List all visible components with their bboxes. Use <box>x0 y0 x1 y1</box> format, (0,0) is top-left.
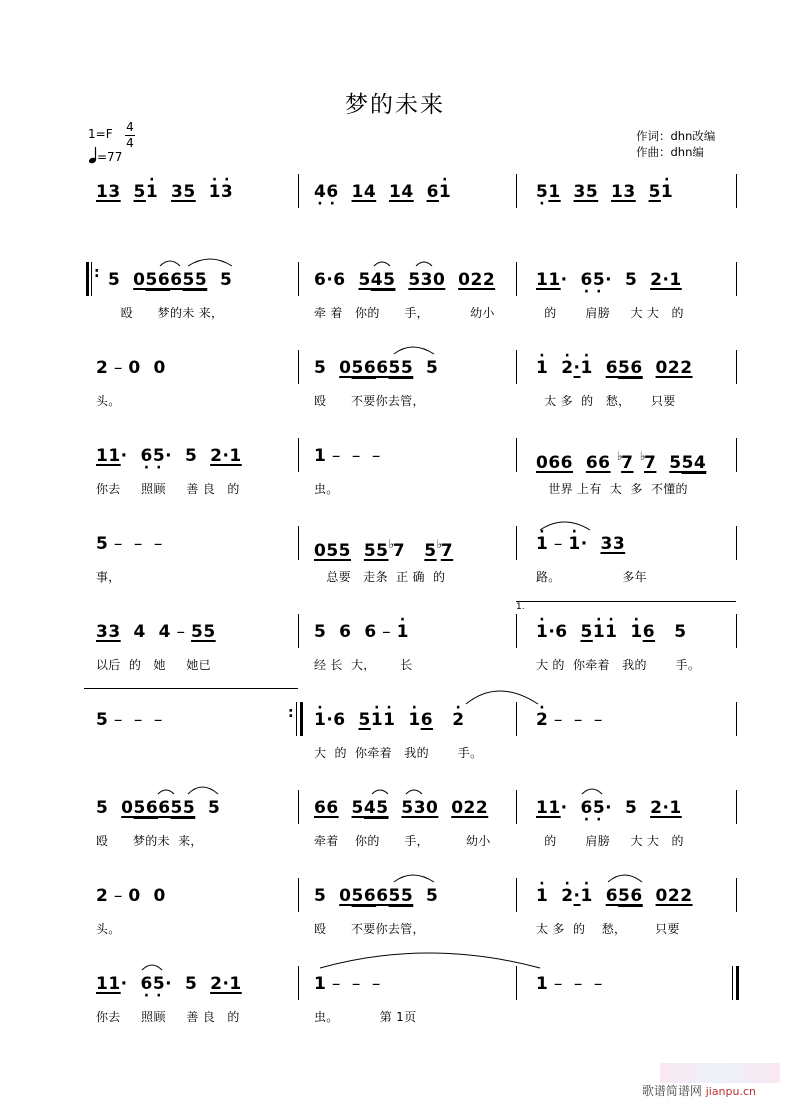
measure: 2 – 0 0 <box>96 358 166 378</box>
measure: 66 545 530 022 <box>314 798 489 818</box>
lyric-line: 虫。 第 1页 <box>314 1010 417 1024</box>
tempo-value: =77 <box>97 150 123 164</box>
system-8 <box>0 788 790 876</box>
system-9 <box>0 876 790 964</box>
watermark-logo <box>660 1063 780 1083</box>
lyric-line: 事， <box>96 570 121 584</box>
lyric-line: 的 肩膀 大 大 的 <box>536 834 684 848</box>
measure: · 1 · 2·· 1 656 022 <box>536 876 693 916</box>
measure: 1 – – – <box>536 974 603 994</box>
lyric-line: 太 多 的 愁， 只要 <box>536 922 680 936</box>
system-1 <box>0 172 790 260</box>
system-6 <box>0 602 790 700</box>
measure: 11· 6 ·5 ·· 5 2·1 <box>96 964 242 1004</box>
lyric-line: 你去 照顾 善 良 的 <box>96 482 240 496</box>
measure: · 1·6 5· 1· 1 · 16 5 <box>536 612 687 652</box>
measure: 11· 6 ·5 ·· 5 2·1 <box>96 436 242 476</box>
measure: 1 – – – <box>314 974 381 994</box>
lyric-line: 以后 的 她 她已 <box>96 658 211 672</box>
measure: · 2 – – – <box>536 700 608 740</box>
footer-site: jianpu.cn <box>705 1085 756 1098</box>
measure: · 1·6 5· 1· 1 · 16 · 2 <box>314 700 465 740</box>
measure: 1 – – – <box>314 446 381 466</box>
lyric-line: 路。 多年 <box>536 570 647 584</box>
system-4 <box>0 436 790 524</box>
measure: 11· 6 ·5 ·· 5 2·1 <box>536 260 682 300</box>
lyric-line: 大 的 你牵着 我的 手。 <box>314 746 483 760</box>
quarter-note-icon <box>88 146 97 164</box>
lyric-line: 的 肩膀 大 大 的 <box>536 306 684 320</box>
measure: 6·6 545 530 022 <box>314 270 496 290</box>
measure: 5 056655 5 <box>96 798 221 818</box>
footer-watermark <box>642 1082 756 1099</box>
lyric-line: 头。 <box>96 922 121 936</box>
measure: 13 5· 1 35 · 1· 3 <box>96 172 233 212</box>
measure: 4 ·6 · 14 14 6· 1 <box>314 172 451 212</box>
lyricist: 作词：dhn改编 <box>636 129 716 143</box>
lyric-line: 虫。 <box>314 482 339 496</box>
measure: 2 – 0 0 <box>96 886 166 906</box>
volta-bracket: 1. <box>516 601 736 612</box>
lyric-line: 你去 照顾 善 良 的 <box>96 1010 240 1024</box>
system-7: 5 – – – : · 1·6 5· 1· 1 · 16 · 2 · 2 – – – 大 的 你牵着 我的 手。 <box>0 700 790 788</box>
lyric-line: 大 的 你牵着 我的 手。 <box>536 658 701 672</box>
system-10 <box>0 964 790 1052</box>
measure: 5 ·1 35 13 5· 1 <box>536 172 673 212</box>
measure: 055 55♭7 5♭7 <box>314 537 454 561</box>
key-signature: 1=F <box>88 127 113 141</box>
lyric-line: 头。 <box>96 394 121 408</box>
lyric-line: 世界 上有 太 多 不懂的 <box>536 482 688 496</box>
lyric-line: 殴 梦的未 来， <box>96 306 224 320</box>
tempo-marking <box>88 146 122 164</box>
song-title: 梦的未来 <box>345 92 445 118</box>
lyric-line: 殴 不要你去管， <box>314 922 425 936</box>
footer-text: 歌谱简谱网 <box>641 1084 702 1098</box>
lyric-line: 总要 走条 正 确 的 <box>314 570 446 584</box>
composer: 作曲：dhn编 <box>636 145 704 159</box>
lyric-line: 经 长 大， 长 <box>314 658 413 672</box>
time-signature <box>124 120 136 151</box>
measure: 5 – – – <box>96 534 163 554</box>
measure: 11· 6 ·5 ·· 5 2·1 <box>536 788 682 828</box>
measure: 5 6 6 –· 1 <box>314 612 409 652</box>
measure: · 1 · 2·· 1 656 022 <box>536 348 693 388</box>
system-5 <box>0 524 790 612</box>
lyric-line: 殴 不要你去管， <box>314 394 425 408</box>
credits <box>636 128 715 160</box>
time-signature-top: 4 <box>126 120 134 134</box>
lyric-line: 殴 梦的未 来， <box>96 834 203 848</box>
measure: 33 4 4 – 55 <box>96 622 216 642</box>
lyric-line: 牵 着 你的 手， 幼小 <box>314 306 495 320</box>
measure: 5 – – – <box>96 710 163 730</box>
measure: · 1 –· 1· 33 <box>536 524 625 564</box>
system-3 <box>0 348 790 436</box>
system-2: : 5 056655 5 6·6 545 530 022 11· 6 ·5 ·· 5 2·1 殴 梦的未 来， 牵 着 你的 手， 幼小 的 肩膀 大 大 的 <box>0 260 790 348</box>
measure: 066 66 ♭7 ♭7 554 <box>536 449 707 473</box>
measure: 5 056655 5 <box>108 270 233 290</box>
time-signature-bottom: 4 <box>126 136 134 150</box>
lyric-line: 太 多 的 愁， 只要 <box>536 394 676 408</box>
lyric-line: 牵着 你的 手， 幼小 <box>314 834 491 848</box>
measure: 5 056655 5 <box>314 358 439 378</box>
measure: 5 056655 5 <box>314 886 439 906</box>
